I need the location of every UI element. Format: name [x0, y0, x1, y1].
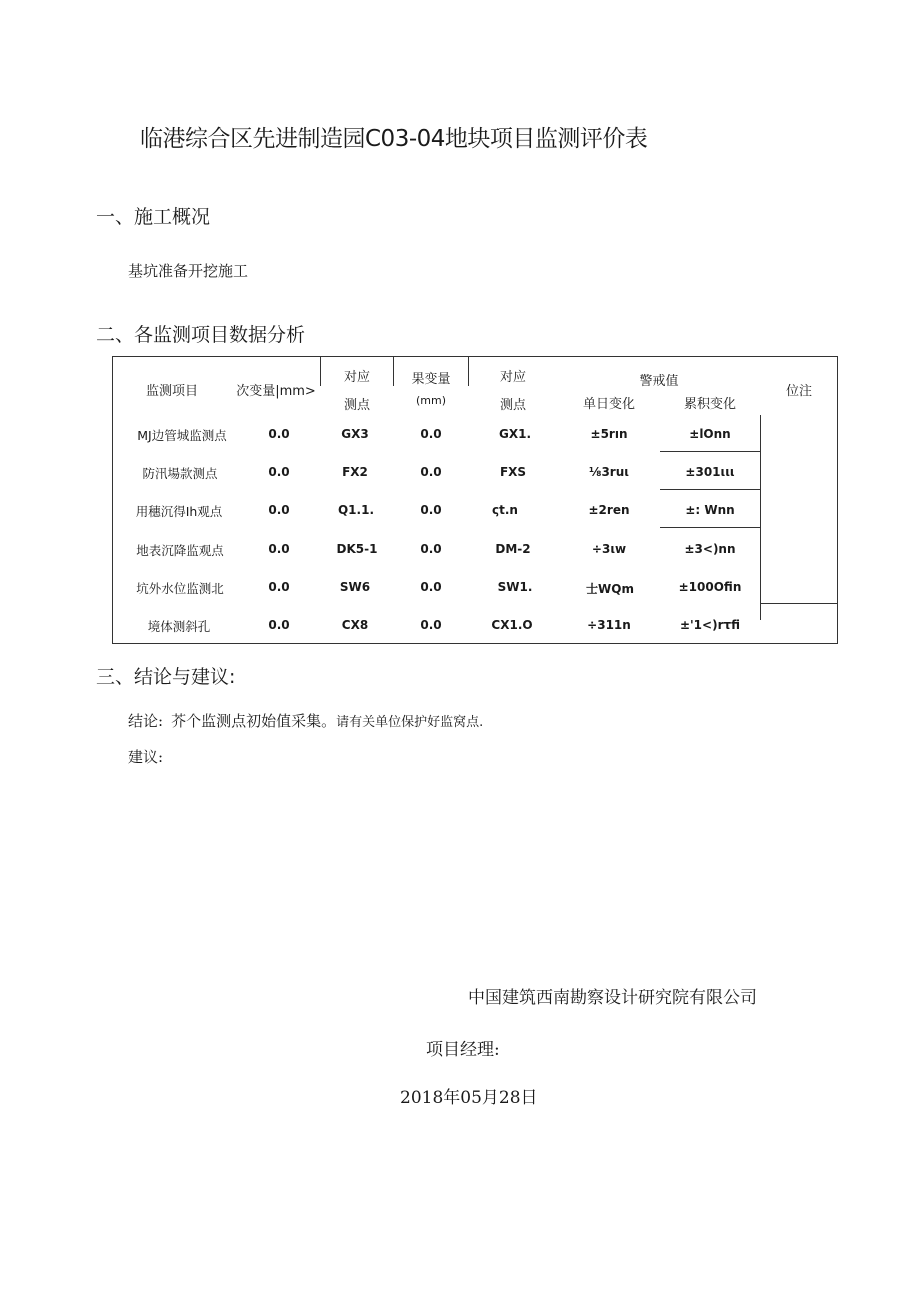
divider-col-2 [393, 356, 394, 386]
table-row-daily: ⅛3ruι [589, 465, 629, 479]
table-row-cumulative: 0.0 [420, 503, 442, 517]
table-row-daily: ÷3ιw [591, 542, 627, 556]
construction-overview-text: 基坑准备开挖施工 [128, 262, 249, 280]
section-3-heading: 三、结论与建议: [96, 666, 236, 688]
header-item: 监测项目 [145, 384, 199, 399]
table-row-point1: GX3 [341, 427, 369, 441]
header-point1-a: 对应 [343, 370, 371, 385]
table-row-point2: ςt.n [492, 503, 518, 517]
table-border-top [112, 356, 838, 357]
table-row-accum: ±lOnn [689, 427, 731, 441]
table-row-daily: ±5rın [590, 427, 628, 441]
conclusion-note: 请有关单位保护好监窝点. [336, 715, 484, 730]
conclusion-text: 芥个监测点初始值采集。 [171, 712, 337, 730]
table-row-daily: ±2ren [588, 503, 630, 517]
table-row-point2: SW1. [497, 580, 533, 594]
header-note: 位注 [785, 384, 813, 399]
table-row-daily: 士WQm [586, 582, 634, 596]
table-border-right [837, 356, 838, 644]
divider-note-col [760, 415, 761, 620]
table-row-change: 0.0 [268, 465, 290, 479]
table-row-accum: ±301ιιι [685, 465, 735, 479]
divider-row-2 [660, 451, 760, 452]
table-row-cumulative: 0.0 [420, 542, 442, 556]
table-row-point2: DM-2 [495, 542, 531, 556]
table-border-left [112, 356, 113, 644]
table-row-change: 0.0 [268, 618, 290, 632]
table-row-item: 地表沉降监观点 [136, 543, 224, 558]
header-cumulative-b: (mm) [415, 394, 447, 407]
table-row-item: MJ边管城监测点 [137, 428, 227, 443]
table-row-change: 0.0 [268, 503, 290, 517]
table-row-point1: CX8 [341, 618, 369, 632]
table-row-point1: FX2 [342, 465, 368, 479]
project-manager-label: 项目经理: [426, 1040, 500, 1060]
table-row-item: 防汛場款测点 [142, 466, 218, 481]
header-warning: 警戒值 [639, 374, 679, 389]
header-cumulative-a: 果变量 [411, 372, 451, 387]
header-change: 次变量|mm> [236, 384, 316, 399]
table-row-point2: FXS [499, 465, 527, 479]
conclusion-line [128, 710, 483, 731]
table-row-change: 0.0 [268, 427, 290, 441]
table-row-accum: ±'1<)rτfi [679, 618, 741, 632]
table-row-accum: ±100Ofin [678, 580, 742, 594]
table-row-item: 坑外水位监测北 [136, 581, 224, 596]
table-row-accum: ±: Wnn [685, 503, 735, 517]
table-row-cumulative: 0.0 [420, 580, 442, 594]
table-row-point1: DK5-1 [336, 542, 378, 556]
divider-col-3 [468, 356, 469, 386]
divider-col-1 [320, 356, 321, 386]
table-row-point2: GX1. [498, 427, 532, 441]
table-row-accum: ±3<)nn [684, 542, 736, 556]
table-row-change: 0.0 [268, 580, 290, 594]
divider-row-4 [660, 527, 760, 528]
table-row-cumulative: 0.0 [420, 427, 442, 441]
report-date: 2018年05月28日 [400, 1088, 538, 1108]
suggestion-label: 建议: [128, 748, 164, 766]
table-row-cumulative: 0.0 [420, 618, 442, 632]
conclusion-label: 结论: [128, 712, 164, 730]
header-daily: 单日变化 [582, 397, 636, 412]
header-point2-b: 测点 [499, 398, 527, 413]
section-2-heading: 二、各监测项目数据分析 [96, 324, 306, 346]
header-point1-b: 测点 [343, 398, 371, 413]
section-1-heading: 一、施工概况 [96, 206, 211, 228]
table-row-point1: SW6 [339, 580, 371, 594]
header-point2-a: 对应 [499, 370, 527, 385]
table-row-daily: ÷311n [587, 618, 631, 632]
table-row-point2: CX1.O [491, 618, 533, 632]
table-row-change: 0.0 [268, 542, 290, 556]
table-row-point1: Q1.1. [337, 503, 375, 517]
table-border-bottom [112, 643, 838, 644]
divider-row-5 [760, 603, 838, 604]
table-row-item: 境体测斜孔 [147, 619, 211, 634]
table-row-cumulative: 0.0 [420, 465, 442, 479]
table-row-item: 用穗沉得Ih观点 [135, 504, 223, 519]
monitoring-table [112, 356, 838, 644]
company-name: 中国建筑西南勘察设计研究院有限公司 [468, 988, 757, 1008]
header-accum: 累积变化 [683, 397, 737, 412]
page-title: 临港综合区先进制造园C03-04地块项目监测评价表 [140, 126, 648, 152]
divider-row-3 [660, 489, 760, 490]
